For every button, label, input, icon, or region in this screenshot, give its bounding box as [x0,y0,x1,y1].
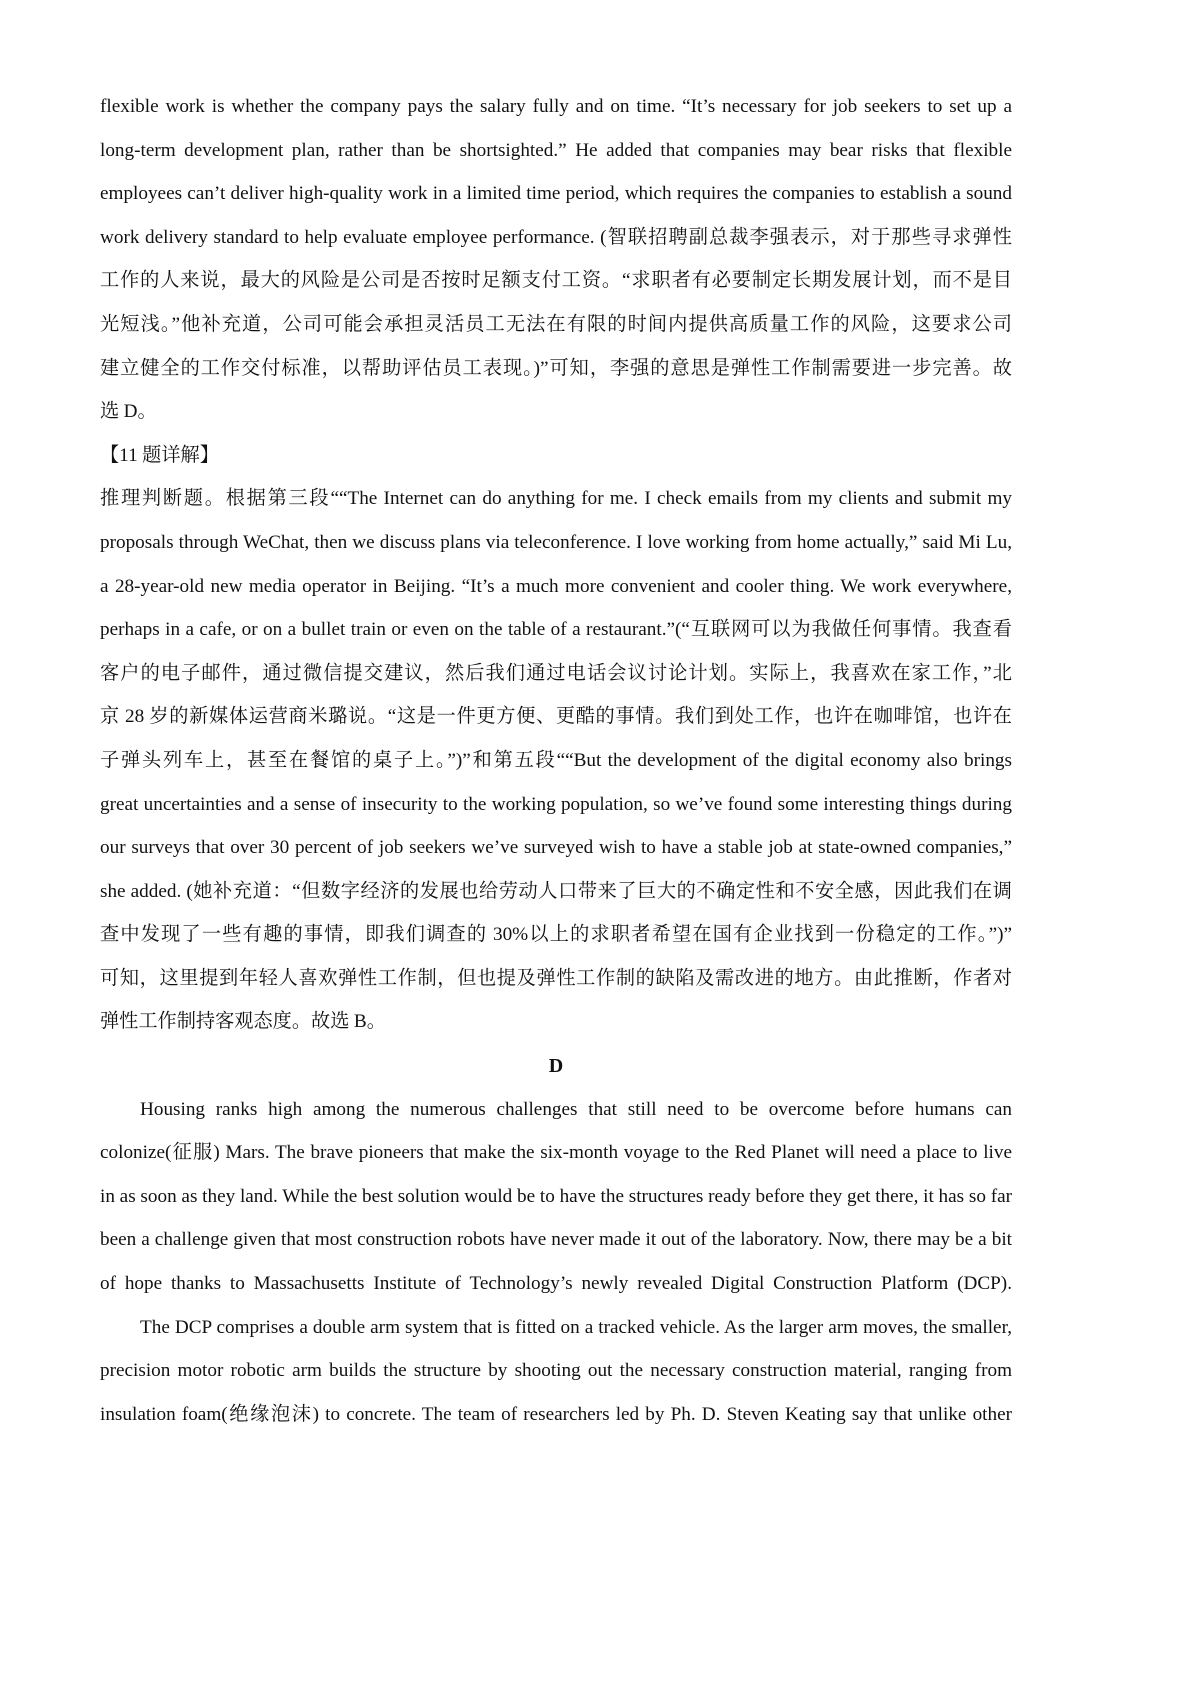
text-line: 客户的电子邮件，通过微信提交建议，然后我们通过电话会议讨论计划。实际上，我喜欢在家工作，”北 [100,662,1012,684]
text-line: precision motor robotic arm builds the structure by shooting out the necessary construction material, ranging from [100,1360,1012,1382]
paragraph [100,1311,1012,1442]
answer-line: 弹性工作制持客观态度。故选 B。 [100,1011,386,1033]
text-line: 查中发现了一些有趣的事情，即我们调查的 30%以上的求职者希望在国有企业找到一份稳定的工作。”)” [100,924,1012,946]
text-line: our surveys that over 30 percent of job seekers we’ve surveyed wish to have a stable job at state-owned companies,” [100,837,1012,859]
text-line: work delivery standard to help evaluate employee performance. (智联招聘副总裁李强表示，对于那些寻求弹性 [100,226,1012,248]
text-line: 光短浅。”他补充道，公司可能会承担灵活员工无法在有限的时间内提供高质量工作的风险，这要求公司 [100,313,1012,335]
paragraph [100,1093,1012,1311]
text-line: employees can’t deliver high-quality work in a limited time period, which requires the companies to establish a sound [100,183,1012,205]
text-line: great uncertainties and a sense of insecurity to the working population, so we’ve found some interesting things during [100,793,1012,815]
document-page [100,90,1012,1441]
text-line: insulation foam(绝缘泡沫) to concrete. The team of researchers led by Ph. D. Steven Keating say that unlike other [100,1403,1012,1425]
answer-line: 选 D。 [100,401,157,423]
text-line: been a challenge given that most construction robots have never made it out of the laboratory. Now, there may be a bit [100,1229,1012,1251]
text-line: proposals through WeChat, then we discuss plans via teleconference. I love working from home actually,” said Mi Lu, [100,531,1012,553]
text-line: perhaps in a cafe, or on a bullet train or even on the table of a restaurant.”(“互联网可以为我做任何事情。我查看 [100,619,1012,641]
text-line: 推理判断题。根据第三段““The Internet can do anything for me. I check emails from my clients and submit my [100,488,1012,510]
text-line: long-term development plan, rather than be shortsighted.” He added that companies may bear risks that flexible [100,139,1012,161]
text-line: 建立健全的工作交付标准，以帮助评估员工表现。)”可知，李强的意思是弹性工作制需要进一步完善。故 [100,357,1012,379]
text-line: 工作的人来说，最大的风险是公司是否按时足额支付工资。“求职者有必要制定长期发展计划，而不是目 [100,270,1012,292]
q11-explanation [100,439,1012,1049]
section-heading: D [548,1055,564,1078]
text-line: in as soon as they land. While the best solution would be to have the structures ready before they get there, it has so far [100,1185,1012,1207]
text-line: 子弹头列车上，甚至在餐馆的桌子上。”)”和第五段““But the development of the digital economy also brings [100,749,1012,771]
text-line: a 28-year-old new media operator in Beijing. “It’s a much more convenient and cooler thing. We work everywhere, [100,575,1012,597]
q10-explanation-continuation [100,90,1012,439]
text-line: colonize(征服) Mars. The brave pioneers that make the six-month voyage to the Red Planet will need a place to live [100,1142,1012,1164]
text-line: flexible work is whether the company pays the salary fully and on time. “It’s necessary for job seekers to set up a [100,96,1012,117]
text-line: 京 28 岁的新媒体运营商米璐说。“这是一件更方便、更酷的事情。我们到处工作，也许在咖啡馆，也许在 [100,706,1012,728]
text-line: Housing ranks high among the numerous challenges that still need to be overcome before humans can [140,1098,1012,1120]
section-d [100,1049,1012,1441]
text-line: 可知，这里提到年轻人喜欢弹性工作制，但也提及弹性工作制的缺陷及需改进的地方。由此推断，作者对 [100,967,1012,989]
text-line: of hope thanks to Massachusetts Institute of Technology’s newly revealed Digital Construction Platform (DCP). [100,1273,1012,1295]
text-line: The DCP comprises a double arm system that is fitted on a tracked vehicle. As the larger arm moves, the smaller, [140,1316,1012,1338]
question-title: 【11 题详解】 [100,444,219,466]
text-line: she added. (她补充道：“但数字经济的发展也给劳动人口带来了巨大的不确定性和不安全感，因此我们在调 [100,880,1012,902]
